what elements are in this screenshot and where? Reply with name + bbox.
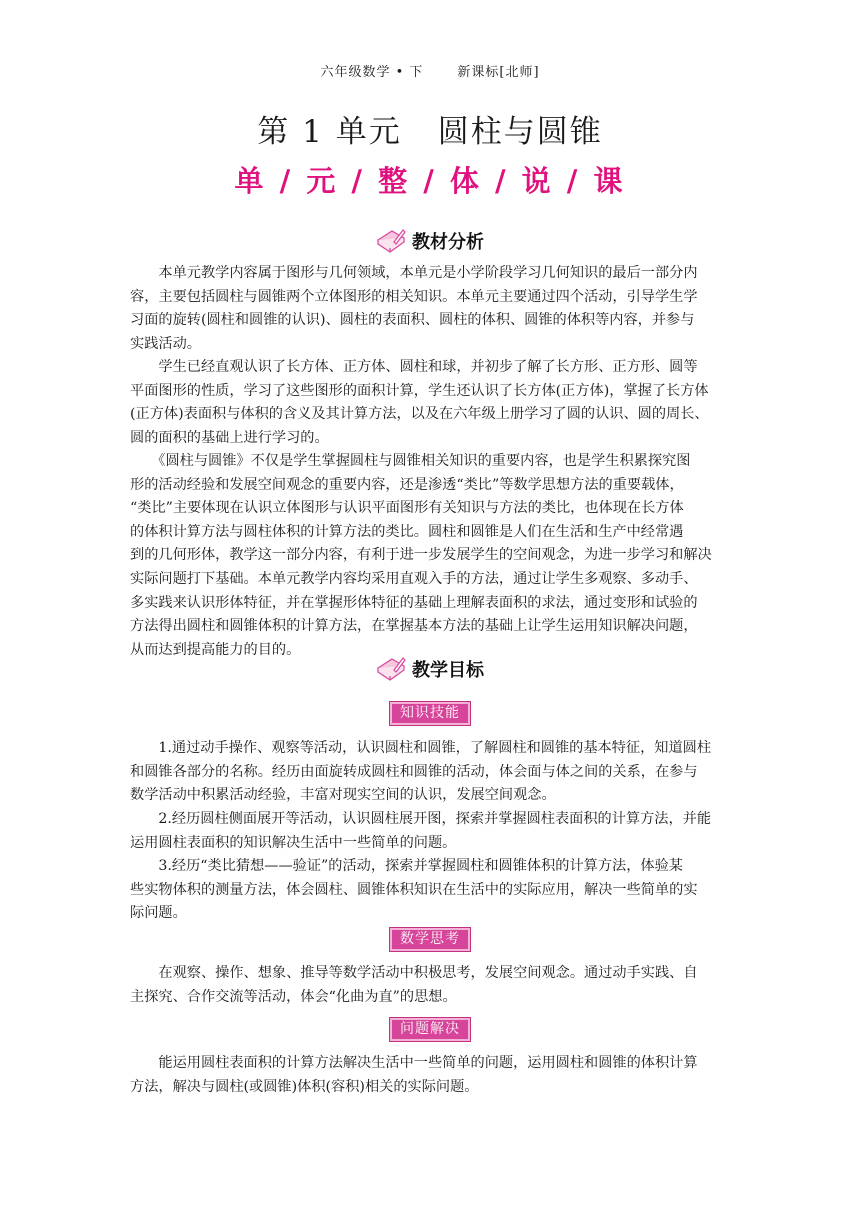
knowledge-paragraph-2 xyxy=(130,808,735,855)
header-left: 六年级数学 • 下 xyxy=(320,65,424,80)
text-line: 圆的面积的基础上进行学习的。 xyxy=(130,429,329,446)
text-line: 能运用圆柱表面积的计算方法解决生活中一些简单的问题，运用圆柱和圆锥的体积计算 xyxy=(130,1055,698,1071)
unit-name: 圆柱与圆锥 xyxy=(437,114,603,150)
text-line: 容，主要包括圆柱与圆锥两个立体图形的相关知识。本单元主要通过四个活动，引导学生学 xyxy=(130,288,698,305)
thinking-paragraph xyxy=(130,962,735,1009)
text-line: 从而达到提高能力的目的。 xyxy=(130,641,301,658)
goals-heading xyxy=(0,656,860,686)
goals-label: 教学目标 xyxy=(412,660,484,681)
text-line: 平面图形的性质，学习了这些图形的面积计算，学生还认识了长方体(正方体)，掌握了长方体 xyxy=(130,382,709,399)
text-line: 实际问题打下基础。本单元教学内容均采用直观入手的方法，通过让学生多观察、多动手、 xyxy=(130,570,698,587)
analysis-paragraph-1 xyxy=(130,262,735,356)
text-line: “类比”主要体现在认识立体图形与认识平面图形有关知识与方法的类比，也体现在长方体 xyxy=(130,500,684,517)
text-line: 多实践来认识形体特征，并在掌握形体特征的基础上理解表面积的求法，通过变形和试验的 xyxy=(130,594,698,611)
text-line: 实践活动。 xyxy=(130,335,201,352)
unit-number: 第 1 单元 xyxy=(257,114,402,150)
text-line: 3.经历“类比猜想——验证”的活动，探索并掌握圆柱和圆锥体积的计算方法，体验某 xyxy=(130,858,683,874)
text-line: 的体积计算方法与圆柱体积的计算方法的类比。圆柱和圆锥是人们在生活和生产中经常遇 xyxy=(130,523,684,540)
text-line: 际问题。 xyxy=(130,905,187,922)
tag-label: 问题解决 xyxy=(390,1018,470,1041)
header-right: 新课标[北师] xyxy=(457,65,540,80)
text-line: 习面的旋转(圆柱和圆锥的认识)、圆柱的表面积、圆柱的体积、圆锥的体积等内容，并参与 xyxy=(130,312,695,329)
text-line: 运用圆柱表面积的知识解决生活中一些简单的问题。 xyxy=(130,834,457,851)
text-line: 到的几何形体，教学这一部分内容，有利于进一步发展学生的空间观念，为进一步学习和解决 xyxy=(130,547,712,564)
text-line: 2.经历圆柱侧面展开等活动，认识圆柱展开图，探索并掌握圆柱表面积的计算方法，并能 xyxy=(130,811,712,827)
text-line: 《圆柱与圆锥》不仅是学生掌握圆柱与圆锥相关知识的重要内容，也是学生积累探究图 xyxy=(130,453,691,469)
text-line: 主探究、合作交流等活动，体会“化曲为直”的思想。 xyxy=(130,988,457,1005)
tag-math-thinking xyxy=(0,928,860,951)
text-line: 1.通过动手操作、观察等活动，认识圆柱和圆锥，了解圆柱和圆锥的基本特征，知道圆柱 xyxy=(130,740,712,756)
text-line: 学生已经直观认识了长方体、正方体、圆柱和球，并初步了解了长方形、正方形、圆等 xyxy=(130,359,698,375)
text-line: 些实物体积的测量方法，体会圆柱、圆锥体积知识在生活中的实际应用，解决一些简单的实 xyxy=(130,881,698,898)
problem-paragraph xyxy=(130,1052,735,1099)
knowledge-paragraph-3 xyxy=(130,855,735,926)
book-pen-icon xyxy=(376,656,406,682)
running-header xyxy=(0,61,860,80)
text-line: 数学活动中积累活动经验，丰富对现实空间的认识，发展空间观念。 xyxy=(130,787,556,804)
analysis-label: 教材分析 xyxy=(412,232,484,253)
analysis-paragraph-3 xyxy=(130,450,735,662)
tag-knowledge-skills xyxy=(0,702,860,725)
knowledge-paragraph-1 xyxy=(130,737,735,808)
text-line: 和圆锥各部分的名称。经历由面旋转成圆柱和圆锥的活动，体会面与体之间的关系，在参与 xyxy=(130,763,698,780)
text-line: 方法得出圆柱和圆锥体积的计算方法，在掌握基本方法的基础上让学生运用知识解决问题， xyxy=(130,618,698,635)
text-line: 形的活动经验和发展空间观念的重要内容，还是渗透“类比”等数学思想方法的重要载体， xyxy=(130,476,684,493)
text-line: (正方体)表面积与体积的含义及其计算方法，以及在六年级上册学习了圆的认识、圆的周长、 xyxy=(130,406,709,423)
tag-label: 数学思考 xyxy=(390,928,470,951)
analysis-heading xyxy=(0,228,860,258)
book-pen-icon xyxy=(376,228,406,254)
tag-problem-solving xyxy=(0,1018,860,1041)
section-banner: 单 / 元 / 整 / 体 / 说 / 课 xyxy=(234,164,626,198)
unit-title xyxy=(0,106,860,151)
text-line: 在观察、操作、想象、推导等数学活动中积极思考，发展空间观念。通过动手实践、自 xyxy=(130,965,698,981)
text-line: 方法，解决与圆柱(或圆锥)体积(容积)相关的实际问题。 xyxy=(130,1078,479,1095)
analysis-paragraph-2 xyxy=(130,356,735,450)
text-line: 本单元教学内容属于图形与几何领域，本单元是小学阶段学习几何知识的最后一部分内 xyxy=(130,265,698,281)
tag-label: 知识技能 xyxy=(390,702,470,725)
